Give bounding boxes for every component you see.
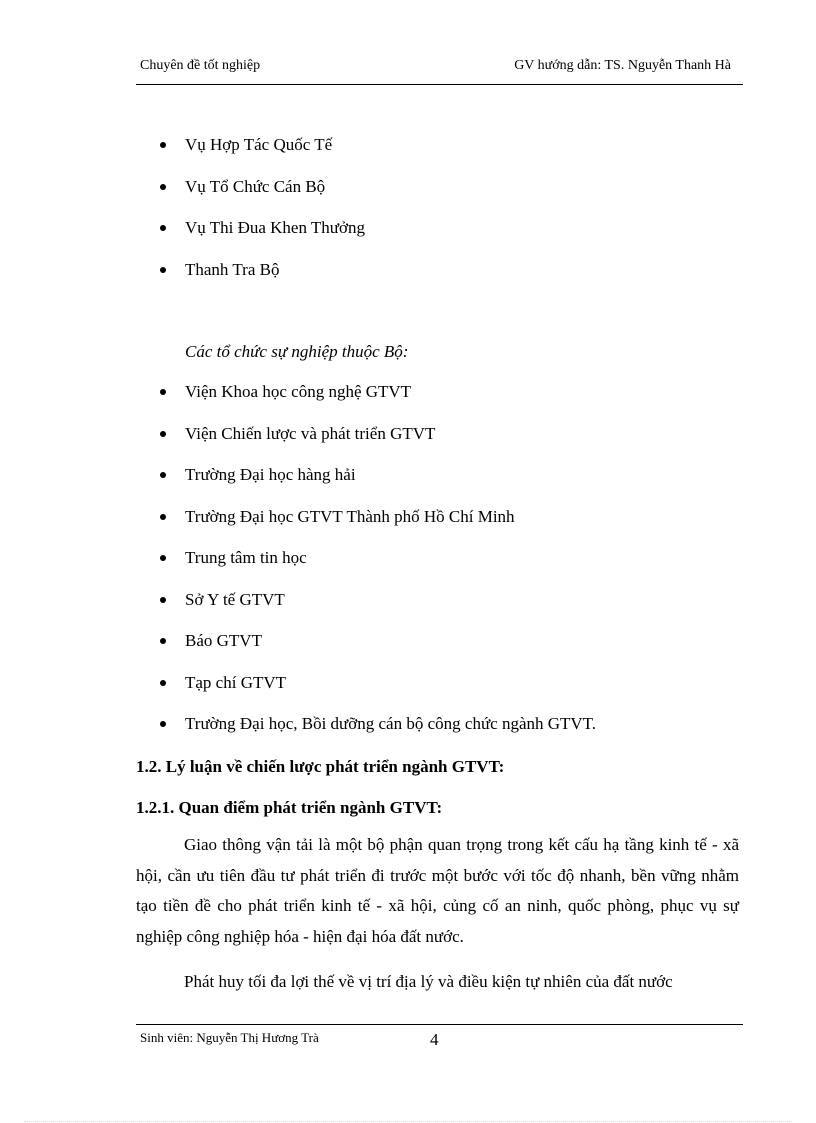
organization-list: [160, 378, 596, 752]
list-item-text: Vụ Hợp Tác Quốc Tế: [185, 135, 333, 154]
footer-student-name: Sinh viên: Nguyễn Thị Hương Trà: [140, 1030, 319, 1045]
list-item: [160, 256, 365, 298]
bullet-icon: [160, 184, 166, 190]
bullet-icon: [160, 389, 166, 395]
list-item-text: Trường Đại học hàng hải: [185, 465, 356, 484]
department-list: [160, 131, 365, 297]
list-item: [160, 710, 596, 752]
list-item: [160, 420, 596, 462]
bullet-icon: [160, 721, 166, 727]
header-advisor: GV hướng dẫn: TS. Nguyễn Thanh Hà: [514, 58, 731, 73]
bullet-icon: [160, 225, 166, 231]
list-item: [160, 173, 365, 215]
list-item-text: Vụ Thi Đua Khen Thưởng: [185, 218, 366, 237]
subsection-heading: 1.2.1. Quan điểm phát triển ngành GTVT:: [136, 798, 443, 817]
header-document-title: Chuyên đề tốt nghiệp: [140, 58, 261, 73]
list-item: [160, 378, 596, 420]
body-paragraph: Phát huy tối đa lợi thế về vị trí địa lý và điều kiện tự nhiên của đất nước: [184, 972, 673, 991]
bullet-icon: [160, 597, 166, 603]
list-item-text: Viện Khoa học công nghệ GTVT: [185, 382, 412, 401]
bullet-icon: [160, 472, 166, 478]
page-boundary: [24, 1121, 792, 1122]
bullet-icon: [160, 142, 166, 148]
list-item: [160, 503, 596, 545]
bullet-icon: [160, 680, 166, 686]
list-item-text: Thanh Tra Bộ: [185, 259, 280, 279]
list-item-text: Viện Chiến lược và phát triển GTVT: [185, 423, 436, 443]
list-item-text: Trường Đại học, Bồi dưỡng cán bộ công chức ngành GTVT.: [185, 714, 597, 733]
list-item: [160, 461, 596, 503]
list-item: [160, 627, 596, 669]
section-heading: 1.2. Lý luận về chiến lược phát triển ngành GTVT:: [136, 757, 505, 776]
list-item-text: Sở Y tế GTVT: [185, 589, 285, 609]
bullet-icon: [160, 638, 166, 644]
list-item-text: Vụ Tổ Chức Cán Bộ: [185, 176, 326, 196]
list-item-text: Trường Đại học GTVT Thành phố Hồ Chí Minh: [185, 506, 515, 526]
list-item-text: Trung tâm tin học: [185, 548, 307, 567]
footer-divider: [136, 1024, 743, 1025]
bullet-icon: [160, 514, 166, 520]
list-item: [160, 131, 365, 173]
body-paragraph: Giao thông vận tải là một bộ phận quan trọng trong kết cấu hạ tầng kinh tế - xã hội, cần ưu tiên đầu tư phát triển đi trước một bước với tốc độ nhanh, bền vững nhằm tạo tiền đề cho phát triển kinh tế - xã hội, củng cố an ninh, quốc phòng, phục vụ sự nghiệp công nghiệp hóa - hiện đại hóa đất nước.: [136, 835, 739, 946]
list-item-text: Báo GTVT: [185, 631, 262, 650]
page-number: 4: [430, 1030, 439, 1049]
list-item: [160, 586, 596, 628]
list-item-text: Tạp chí GTVT: [185, 672, 287, 692]
subheading: Các tổ chức sự nghiệp thuộc Bộ:: [185, 342, 409, 361]
bullet-icon: [160, 267, 166, 273]
list-item: [160, 544, 596, 586]
list-item: [160, 214, 365, 256]
page-header: [136, 56, 743, 85]
list-item: [160, 669, 596, 711]
bullet-icon: [160, 431, 166, 437]
bullet-icon: [160, 555, 166, 561]
